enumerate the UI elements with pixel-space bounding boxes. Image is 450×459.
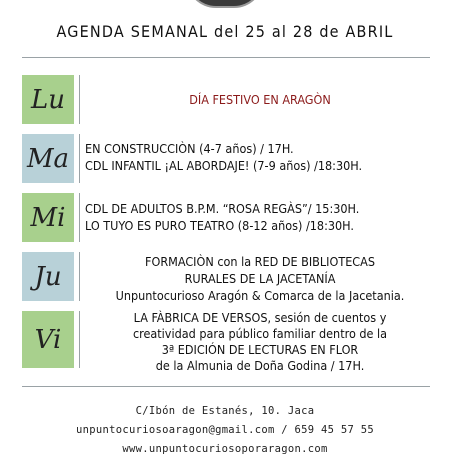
day-badge-thursday: Ju xyxy=(22,252,74,301)
row-separator xyxy=(79,134,80,183)
wednesday-line-1: CDL DE ADULTOS B.P.M. “ROSA REGÀS”/ 15:30H. xyxy=(85,201,360,216)
page-title: AGENDA SEMANAL del 25 al 28 de ABRIL xyxy=(56,22,394,41)
friday-line-1: LA FÀBRICA DE VERSOS, sesión de cuentos y xyxy=(133,310,387,325)
thursday-line-3: Unpuntocurioso Aragón & Comarca de la Jacetania. xyxy=(115,288,405,303)
day-badge-monday: Lu xyxy=(22,75,74,124)
day-badge-tuesday: Ma xyxy=(22,134,74,183)
thursday-events xyxy=(80,253,440,304)
divider xyxy=(22,386,430,387)
monday-line-1: DÍA FESTIVO EN ARAGÒN xyxy=(189,92,331,107)
address-text: C/Ibón de Estanés, 10. Jaca xyxy=(135,405,315,417)
thursday-line-2: RURALES DE LA JACETANÍA xyxy=(184,271,336,286)
tuesday-line-2: CDL INFANTIL ¡AL ABORDAJE! (7-9 años) /18:30H. xyxy=(85,158,363,173)
thursday-line-1: FORMACIÒN con la RED DE BIBLIOTECAS xyxy=(145,254,375,269)
row-separator xyxy=(79,193,80,242)
friday-line-4: de la Almunia de Doña Godina / 17H. xyxy=(155,358,365,373)
friday-line-3: 3ª EDICIÓN DE LECTURAS EN FLOR xyxy=(161,342,359,357)
day-badge-friday: Vi xyxy=(22,311,74,368)
logo-emblem xyxy=(186,0,264,8)
friday-line-2: creatividad para público familiar dentro de la xyxy=(132,326,388,341)
tuesday-line-1: EN CONSTRUCCIÒN (4-7 años) / 17H. xyxy=(85,141,294,156)
tuesday-events xyxy=(85,140,435,174)
day-badge-wednesday: Mi xyxy=(22,193,74,242)
footer xyxy=(0,402,450,459)
wednesday-line-2: LO TUYO ES PURO TEATRO (8-12 años) /18:30H. xyxy=(85,218,354,233)
wednesday-events xyxy=(85,200,435,234)
website-link[interactable]: www.unpuntocuriosoporaragon.com xyxy=(122,443,328,455)
contact-text[interactable]: unpuntocuriosoaragon@gmail.com / 659 45 57 55 xyxy=(76,424,374,436)
friday-events xyxy=(80,310,440,374)
divider xyxy=(22,57,430,58)
monday-event xyxy=(80,91,440,108)
